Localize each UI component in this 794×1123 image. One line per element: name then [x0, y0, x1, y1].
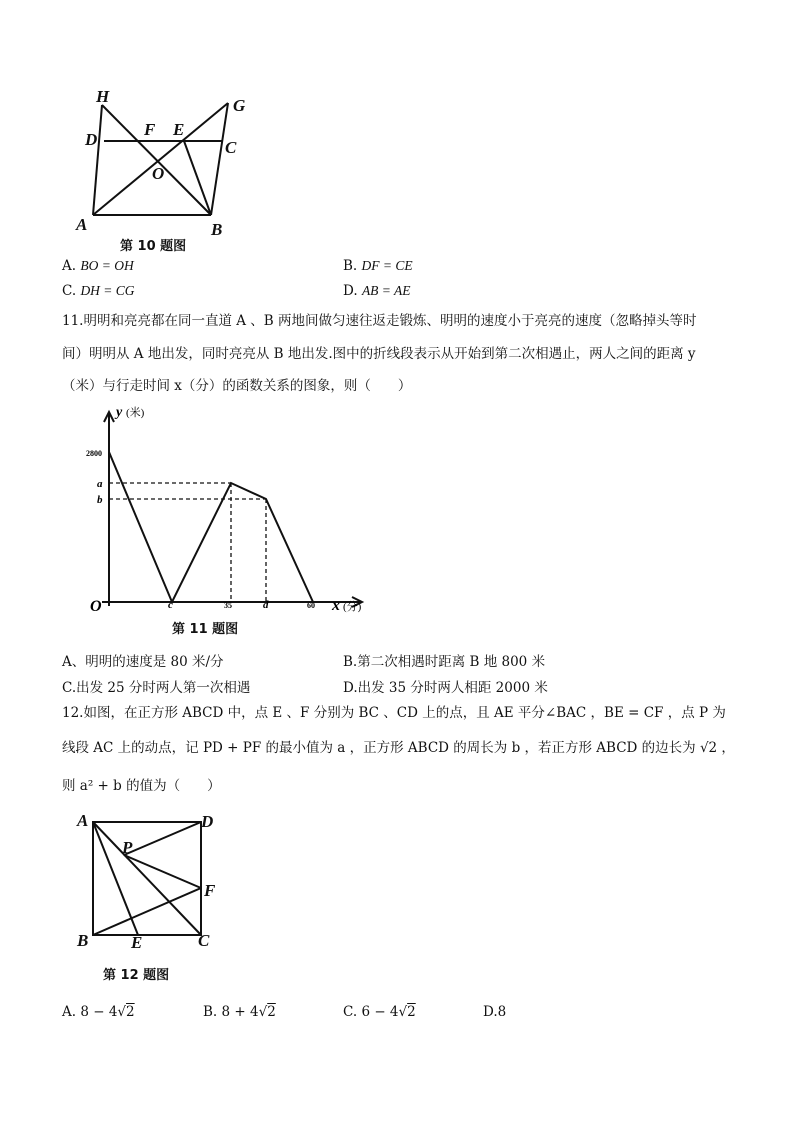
q12-text-line3: 则 a² + b 的值为（ ） — [62, 778, 221, 794]
x-tick-c: c — [168, 599, 173, 611]
x-axis-label-x: x — [332, 597, 340, 614]
q10-option-d[interactable]: D. AB = AE — [343, 283, 411, 299]
label-C: C — [198, 931, 210, 950]
series-line-distance — [109, 452, 313, 602]
label-C: C — [225, 138, 237, 157]
q11-option-d[interactable]: D.出发 35 分时两人相距 2000 米 — [343, 680, 548, 696]
q10-option-c[interactable]: C. DH = CG — [62, 283, 135, 299]
label-D: D — [85, 130, 98, 149]
q11-text-line3: （米）与行走时间 x（分）的函数关系的图象，则（ ） — [62, 378, 412, 394]
y-tick-2800: 2800 — [86, 449, 102, 458]
fig10-caption: 第 10 题图 — [120, 239, 187, 254]
q12-text-line1: 12.如图，在正方形 ABCD 中，点 E 、F 分别为 BC 、CD 上的点，且 AE 平分∠BAC ，BE = CF ，点 P 为 — [62, 705, 726, 721]
q12-option-b[interactable]: B. 8 + 4√2 — [203, 1004, 276, 1020]
y-tick-b: b — [97, 494, 103, 506]
label-O: O — [152, 164, 165, 183]
figure-12 — [70, 808, 245, 953]
label-E: E — [131, 933, 143, 952]
q11-option-c[interactable]: C.出发 25 分时两人第一次相遇 — [62, 680, 251, 696]
q10-option-a[interactable]: A. BO = OH — [62, 258, 134, 274]
y-tick-a: a — [97, 478, 103, 490]
y-axis-label-y: y — [116, 405, 123, 420]
figure-10 — [70, 85, 260, 250]
q11-text-line2: 间）明明从 A 地出发，同时亮亮从 B 地出发.图中的折线段表示从开始到第二次相遇止，两人之间的距离 y — [62, 346, 696, 362]
fig11-caption: 第 11 题图 — [172, 622, 239, 637]
label-G: G — [233, 96, 246, 115]
fig12-caption: 第 12 题图 — [103, 968, 170, 983]
label-A: A — [77, 811, 89, 830]
label-P: P — [122, 838, 133, 857]
x-tick-60: 60 — [307, 601, 315, 610]
figure-11-chart — [80, 400, 380, 620]
q12-option-a[interactable]: A. 8 − 4√2 — [62, 1004, 135, 1020]
q12-option-d[interactable]: D.8 — [483, 1004, 507, 1020]
x-tick-35: 35 — [224, 601, 232, 610]
label-A: A — [76, 215, 88, 234]
label-B: B — [211, 220, 223, 239]
q11-option-b[interactable]: B.第二次相遇时距离 B 地 800 米 — [343, 654, 546, 670]
label-F: F — [204, 881, 216, 900]
x-tick-d: d — [263, 599, 269, 611]
q12-option-c[interactable]: C. 6 − 4√2 — [343, 1004, 416, 1020]
q12-text-line2: 线段 AC 上的动点，记 PD + PF 的最小值为 a ，正方形 ABCD 的周长为 b ，若正方形 ABCD 的边长为 √2 ， — [62, 740, 735, 756]
label-E: E — [173, 120, 185, 139]
x-tick-origin: O — [90, 598, 102, 615]
label-F: F — [144, 120, 156, 139]
q11-option-a[interactable]: A、明明的速度是 80 米/分 — [62, 654, 224, 670]
x-axis-label-unit: (分) — [343, 601, 362, 613]
y-axis-label-unit: (米) — [126, 407, 145, 419]
q10-option-b[interactable]: B. DF = CE — [343, 258, 413, 274]
label-B: B — [77, 931, 89, 950]
q11-text-line1: 11.明明和亮亮都在同一直道 A 、B 两地间做匀速往返走锻炼、明明的速度小于亮亮的速度（忽略掉头等时 — [62, 313, 697, 329]
label-D: D — [201, 812, 214, 831]
label-H: H — [96, 87, 110, 106]
